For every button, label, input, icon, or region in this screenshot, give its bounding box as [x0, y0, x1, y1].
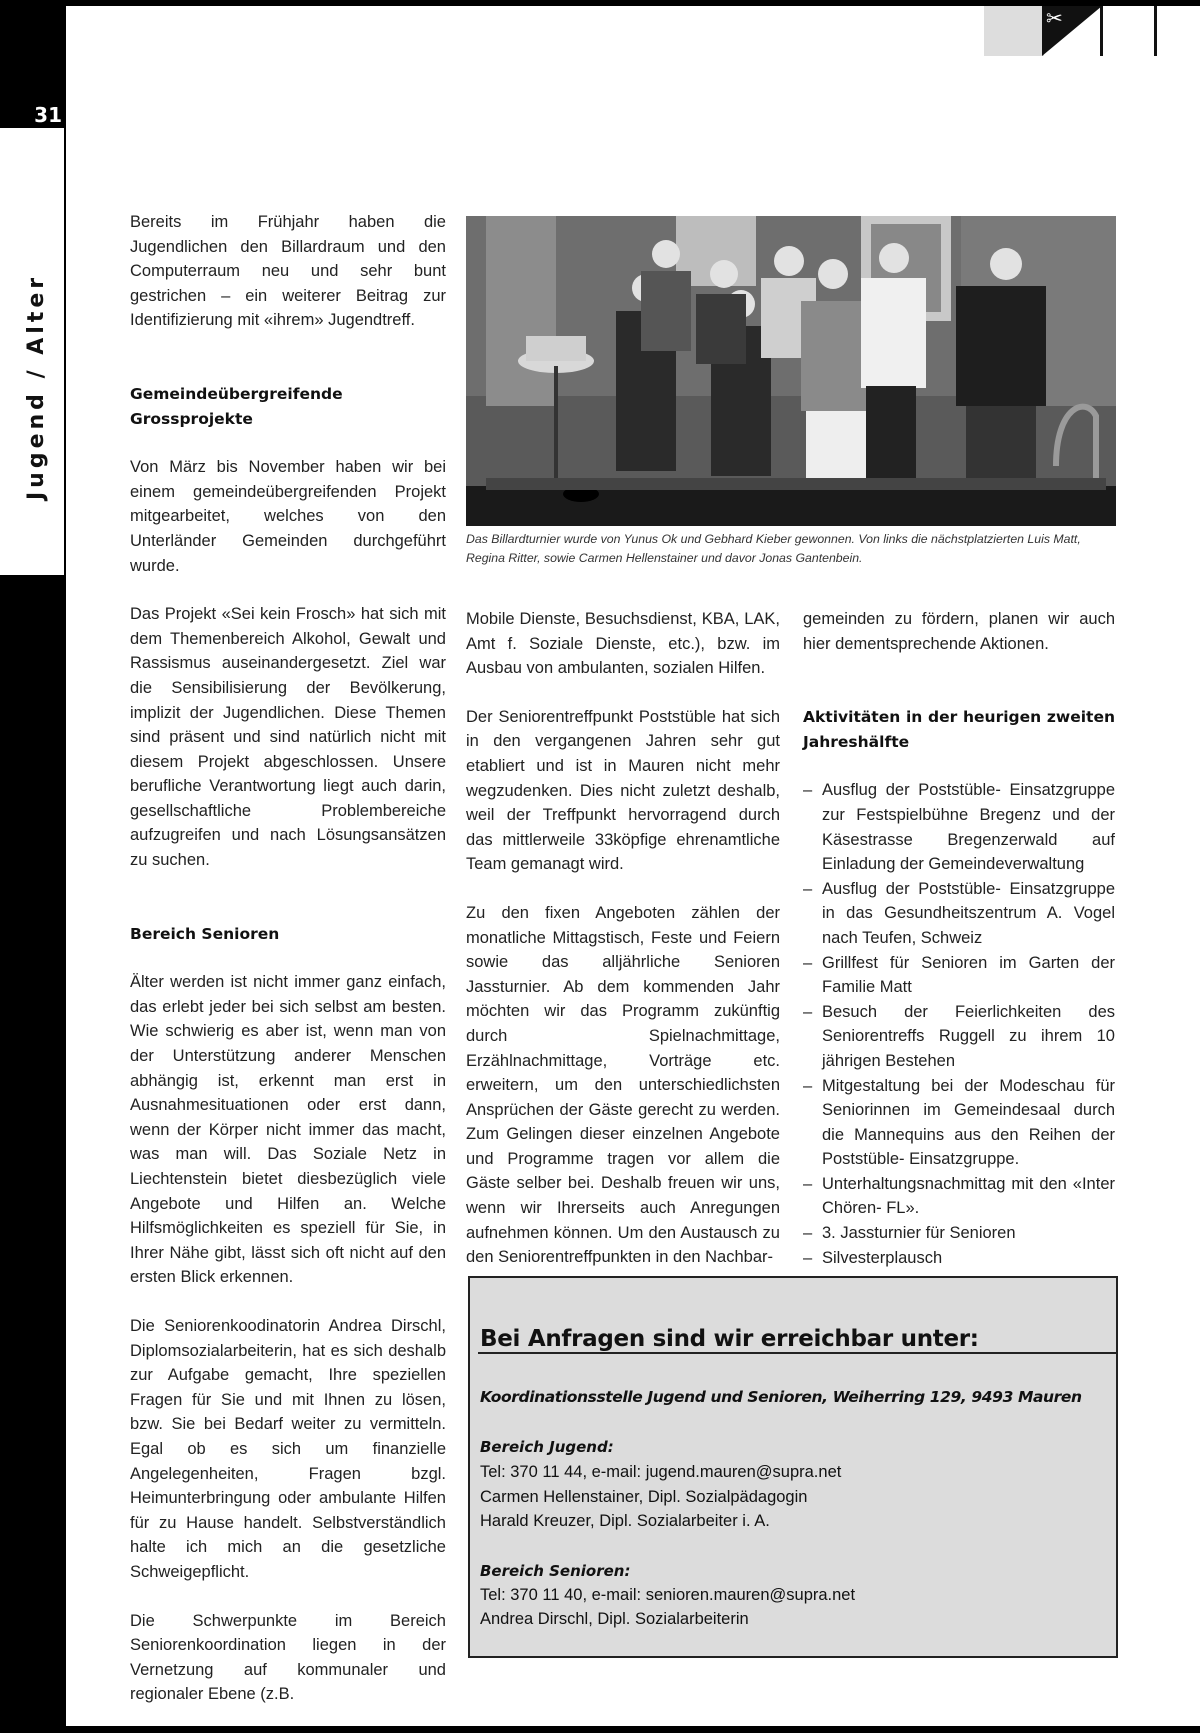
paragraph: Das Projekt «Sei kein Frosch» hat sich mit dem Themenbereich Alkohol, Gewalt und Rassismus auseinandergesetzt. Ziel war die Sensibilisierung der Bevölkerung, implizit der Jugendlichen. Diese Themen sind präsent und sind natürlich nicht mit diesem Projekt abgeschlossen. Unsere berufliche Verantwortung liegt auch darin, gesellschaftliche Problembereiche aufzugreifen und nach Lösungsansätzen zu suchen.	[130, 605, 446, 870]
billiard-tournament-photo	[466, 216, 1116, 526]
senior-person: Andrea Dirschl, Dipl. Sozialarbeiterin	[480, 1610, 749, 1628]
senior-heading: Bereich Senioren:	[480, 1562, 631, 1580]
paragraph: Älter werden ist nicht immer ganz einfach, das erlebt jeder bei sich selbst am besten. Wie schwierig es aber ist, wenn man von der Unterstützung anderer Menschen abhängig ist, erkennt man erst in Ausnahmesituationen oder erst dann, wenn der Körper nicht immer das macht, was man will. Das Soziale Netz in Liechtenstein bietet diesbezüglich viele Angebote und Hilfen an. Welche Hilfsmöglichkeiten es speziell für Sie, in Ihrer Nähe gibt, lässt sich oft nicht auf den ersten Blick erkennen.	[130, 973, 446, 1287]
intro-paragraph: Bereits im Frühjahr haben die Jugendlichen den Billardraum und den Computerraum neu und sehr bunt gestrichen – ein weiterer Beitrag zur Identifizierung mit «ihrem» Jugendtreff.	[130, 213, 446, 330]
magazine-page	[66, 6, 1200, 1726]
paragraph: Die Seniorenkoodinatorin Andrea Dirschl, Diplomsozialarbeiterin, hat es sich deshalb zur Aufgabe gemacht, Ihre speziellen Fragen für Sie und mit Ihnen zu lösen, bzw. Sie bei Bedarf weiter zu vermitteln. Egal ob es sich um finanzielle Angelegenheiten, Fragen bzgl. Heimunterbringung oder ambulante Hilfen für zu Hause handelt. Selbstverständlich halte ich mich an die gesetzliche Schweigepflicht.	[130, 1316, 446, 1581]
heading-bereich-senioren: Bereich Senioren	[130, 924, 280, 943]
youth-heading: Bereich Jugend:	[480, 1438, 614, 1456]
heading-grossprojekte: Gemeindeübergreifende Grossprojekte	[130, 384, 343, 428]
senior-contact: Tel: 370 11 40, e-mail: senioren.mauren@supra.net	[480, 1586, 856, 1604]
paragraph: Zu den fixen Angeboten zählen der monatliche Mittagstisch, Feste und Feiern sowie das alljährliche Senioren Jassturnier. Ab dem kommenden Jahr möchten wir das Programm zukünftig durch Spielnachmittage, Erzählnachmittage, Vorträge etc. erweitern, um den unterschiedlichsten Ansprüchen der Gäste gerecht zu werden. Zum Gelingen dieser einzelnen Angebote und Programme tragen vor allem die Gäste selber bei. Deshalb freuen wir uns, wenn wir Ihrerseits auch Anregungen aufnehmen können. Um den Austausch zu den Seniorentreffpunkten in den Nachbar-	[466, 903, 780, 1267]
activities-list	[803, 778, 1115, 1270]
paragraph: Von März bis November haben wir bei einem gemeindeübergreifenden Projekt mitgearbeitet, welches von den Unterländer Gemeinden durchgeführt wurde.	[130, 458, 446, 575]
page-number: 31	[0, 104, 66, 126]
paragraph: Der Seniorentreffpunkt Poststüble hat sich in den vergangenen Jahren sehr gut etabliert und ist in Mauren nicht mehr wegzudenken. Dies nicht zuletzt deshalb, weil der Treffpunkt hervorragend durch das mittlerweile 33köpfige ehrenamtliche Team gemanagt wird.	[466, 707, 780, 874]
left-column	[130, 210, 446, 1707]
list-item: – Grillfest für Senioren im Garten der Familie Matt	[803, 951, 1115, 1000]
section-label: Jugend / Alter	[24, 273, 49, 500]
right-column	[803, 607, 1115, 1270]
crossed-tools-icon: ✂	[1046, 6, 1063, 30]
contact-box	[468, 1276, 1118, 1658]
office-address: Koordinationsstelle Jugend und Senioren, Weiherring 129, 9493 Mauren	[480, 1388, 1082, 1406]
list-item: – Mitgestaltung bei der Modeschau für Seniorinnen im Gemeindesaal durch die Mannequins aus den Reihen der Poststüble- Einsatzgruppe.	[803, 1074, 1115, 1172]
middle-column	[466, 607, 780, 1270]
list-item: – Besuch der Feierlichkeiten des Seniorentreffs Ruggell zu ihrem 10 jährigen Bestehen	[803, 1000, 1115, 1074]
paragraph: gemeinden zu fördern, planen wir auch hier dementsprechende Aktionen.	[803, 610, 1115, 653]
paragraph: Die Schwerpunkte im Bereich Seniorenkoordination liegen in der Vernetzung auf kommunaler und regionaler Ebene (z.B.	[130, 1611, 446, 1704]
youth-contact: Tel: 370 11 44, e-mail: jugend.mauren@supra.net	[480, 1463, 842, 1481]
youth-person: Harald Kreuzer, Dipl. Sozialarbeiter i. A.	[480, 1512, 770, 1530]
paragraph: Mobile Dienste, Besuchsdienst, KBA, LAK, Amt f. Soziale Dienste, etc.), bzw. im Ausbau von ambulanten, sozialen Hilfen.	[466, 610, 780, 678]
photo-illustration	[466, 216, 1116, 526]
divider	[478, 1352, 1116, 1354]
list-item: – Ausflug der Poststüble- Einsatzgruppe in das Gesundheitszentrum A. Vogel nach Teufen, Schweiz	[803, 877, 1115, 951]
list-item: – 3. Jassturnier für Senioren	[803, 1221, 1115, 1246]
photo-caption: Das Billardturnier wurde von Yunus Ok und Gebhard Kieber gewonnen. Von links die nächstplatzierten Luis Matt, Regina Ritter, sowie Carmen Hellenstainer und davor Jonas Gantenbein.	[466, 532, 1081, 565]
list-item: – Ausflug der Poststüble- Einsatzgruppe zur Festspielbühne Bregenz und der Käsestrasse Bregenzerwald auf Einladung der Gemeindeverwaltung	[803, 778, 1115, 876]
list-item: – Silvesterplausch	[803, 1246, 1115, 1271]
contact-box-title: Bei Anfragen sind wir erreichbar unter:	[480, 1326, 979, 1352]
list-item: – Unterhaltungsnachmittag mit den «Inter Chören- FL».	[803, 1172, 1115, 1221]
corner-tab	[984, 6, 1200, 56]
heading-aktivitaeten: Aktivitäten in der heurigen zweiten Jahreshälfte	[803, 708, 1115, 751]
youth-person: Carmen Hellenstainer, Dipl. Sozialpädagogin	[480, 1488, 808, 1506]
